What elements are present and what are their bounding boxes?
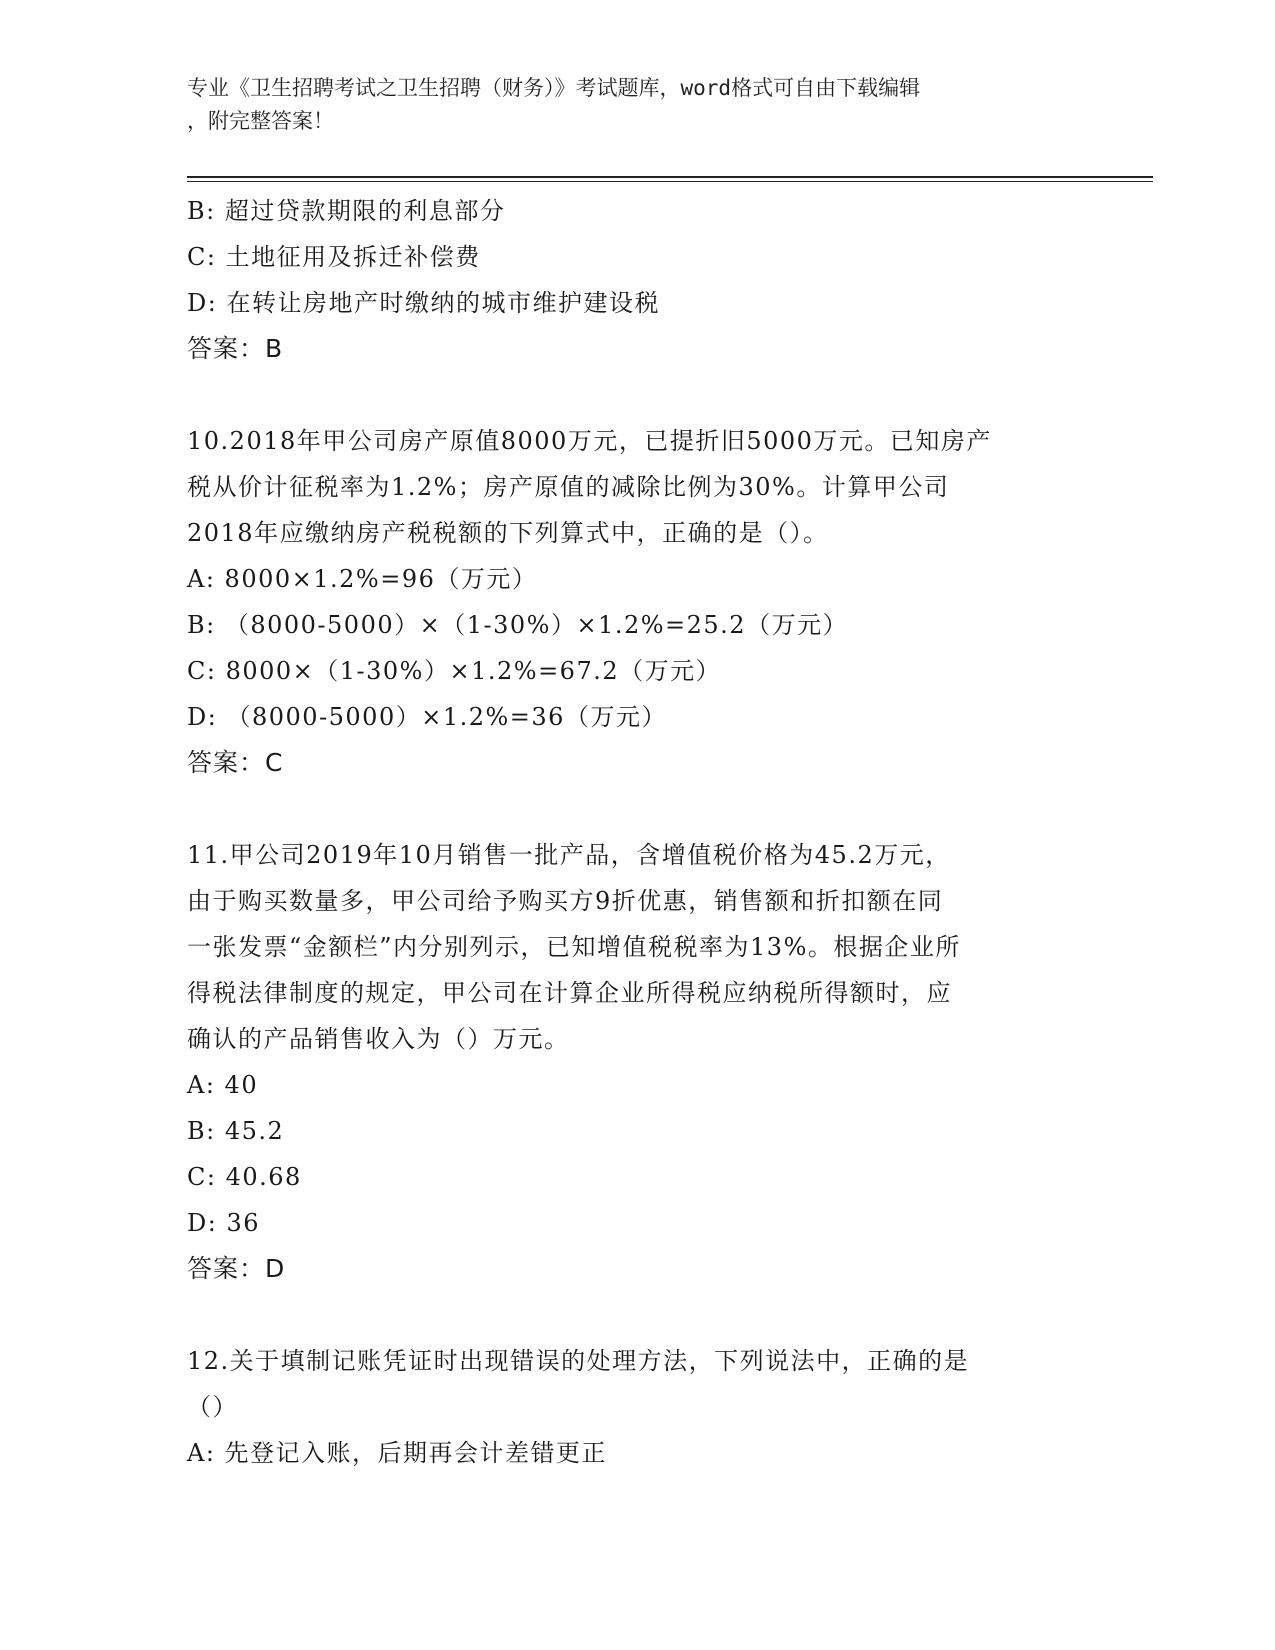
question-text-line: 由于购买数量多，甲公司给予购买方9折优惠，销售额和折扣额在同 xyxy=(187,887,944,915)
header-line-2: ，附完整答案！ xyxy=(187,109,334,133)
option-c: C: 8000×（1-30%）×1.2%=67.2（万元） xyxy=(187,657,722,685)
question-list xyxy=(187,188,1087,1476)
question-9 xyxy=(187,188,1087,372)
question-text-line: 税从价计征税率为1.2%；房产原值的减除比例为30%。计算甲公司 xyxy=(187,473,950,501)
question-text-line: 11.甲公司2019年10月销售一批产品，含增值税价格为45.2万元， xyxy=(187,841,951,869)
option-a: A: 8000×1.2%=96（万元） xyxy=(187,565,538,593)
option-a: A: 先登记入账，后期再会计差错更正 xyxy=(187,1439,608,1467)
option-b: B: 超过贷款期限的利息部分 xyxy=(187,197,506,225)
question-text-line: 2018年应缴纳房产税税额的下列算式中，正确的是（）。 xyxy=(187,519,829,547)
option-c: C: 土地征用及拆迁补偿费 xyxy=(187,243,481,271)
header-line-1: 专业《卫生招聘考试之卫生招聘（财务）》考试题库，word格式可自由下载编辑 xyxy=(187,76,921,100)
header-divider-thick xyxy=(187,176,1153,178)
option-c: C: 40.68 xyxy=(187,1163,302,1191)
question-12 xyxy=(187,1338,1087,1476)
answer: 答案：D xyxy=(187,1254,286,1283)
option-d: D: 36 xyxy=(187,1209,260,1237)
option-b: B: 45.2 xyxy=(187,1117,285,1145)
header-divider-thin xyxy=(187,181,1153,182)
question-text-line: 12.关于填制记账凭证时出现错误的处理方法，下列说法中，正确的是 xyxy=(187,1347,970,1375)
question-text-line: 确认的产品销售收入为（）万元。 xyxy=(187,1025,570,1053)
question-10 xyxy=(187,418,1087,786)
page-header xyxy=(187,72,1087,138)
question-11 xyxy=(187,832,1087,1292)
answer: 答案：B xyxy=(187,334,284,363)
question-text-line: 10.2018年甲公司房产原值8000万元，已提折旧5000万元。已知房产 xyxy=(187,427,992,455)
answer: 答案：C xyxy=(187,748,284,777)
option-d: D: 在转让房地产时缴纳的城市维护建设税 xyxy=(187,289,660,317)
question-text-line: 得税法律制度的规定，甲公司在计算企业所得税应纳税所得额时，应 xyxy=(187,979,952,1007)
question-text-line: 一张发票“金额栏”内分别列示，已知增值税税率为13%。根据企业所 xyxy=(187,933,961,961)
option-d: D: （8000-5000）×1.2%=36（万元） xyxy=(187,703,667,731)
option-a: A: 40 xyxy=(187,1071,259,1099)
question-text-line: （） xyxy=(187,1393,238,1421)
option-b: B: （8000-5000）×（1-30%）×1.2%=25.2（万元） xyxy=(187,611,849,639)
